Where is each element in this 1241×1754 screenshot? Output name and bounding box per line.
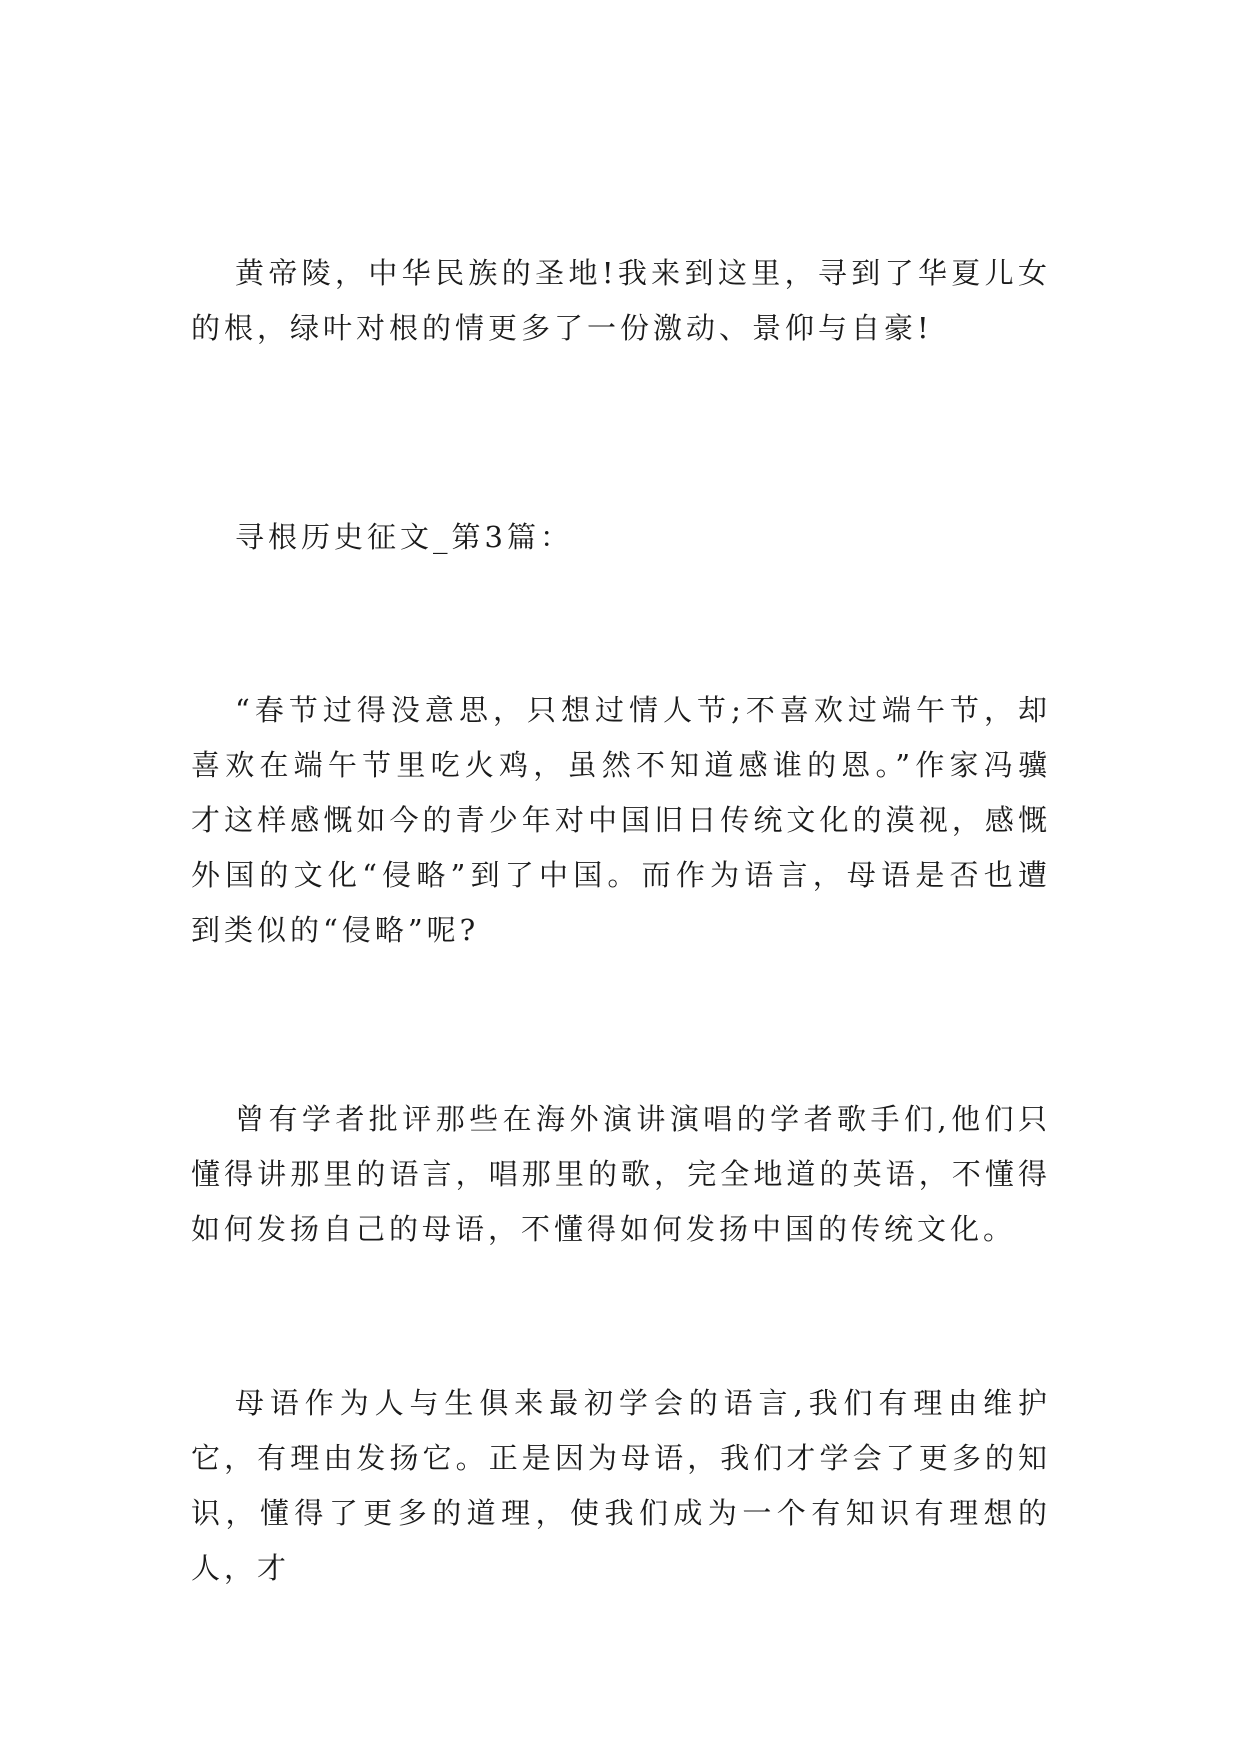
section-heading-part-3: 寻根历史征文_第3篇： bbox=[235, 520, 573, 554]
paragraph-spring-festival-quote: “春节过得没意思，只想过情人节;不喜欢过端午节，却喜欢在端午节里吃火鸡，虽然不知道感谁的恩。”作家冯骥才这样感慨如今的青少年对中国旧日传统文化的漠视，感慨外国的文化“侵略”到了中国。而作为语言，母语是否也遭到类似的“侵略”呢? bbox=[191, 693, 1051, 947]
paragraph-mother-tongue: 母语作为人与生俱来最初学会的语言,我们有理由维护它，有理由发扬它。正是因为母语，我们才学会了更多的知识，懂得了更多的道理，使我们成为一个有知识有理想的人，才 bbox=[191, 1386, 1051, 1585]
paragraph-huangdi-mausoleum: 黄帝陵，中华民族的圣地!我来到这里，寻到了华夏儿女的根，绿叶对根的情更多了一份激动、景仰与自豪! bbox=[191, 256, 1051, 345]
paragraph-scholars-criticism: 曾有学者批评那些在海外演讲演唱的学者歌手们,他们只懂得讲那里的语言，唱那里的歌，完全地道的英语，不懂得如何发扬自己的母语，不懂得如何发扬中国的传统文化。 bbox=[191, 1102, 1051, 1246]
